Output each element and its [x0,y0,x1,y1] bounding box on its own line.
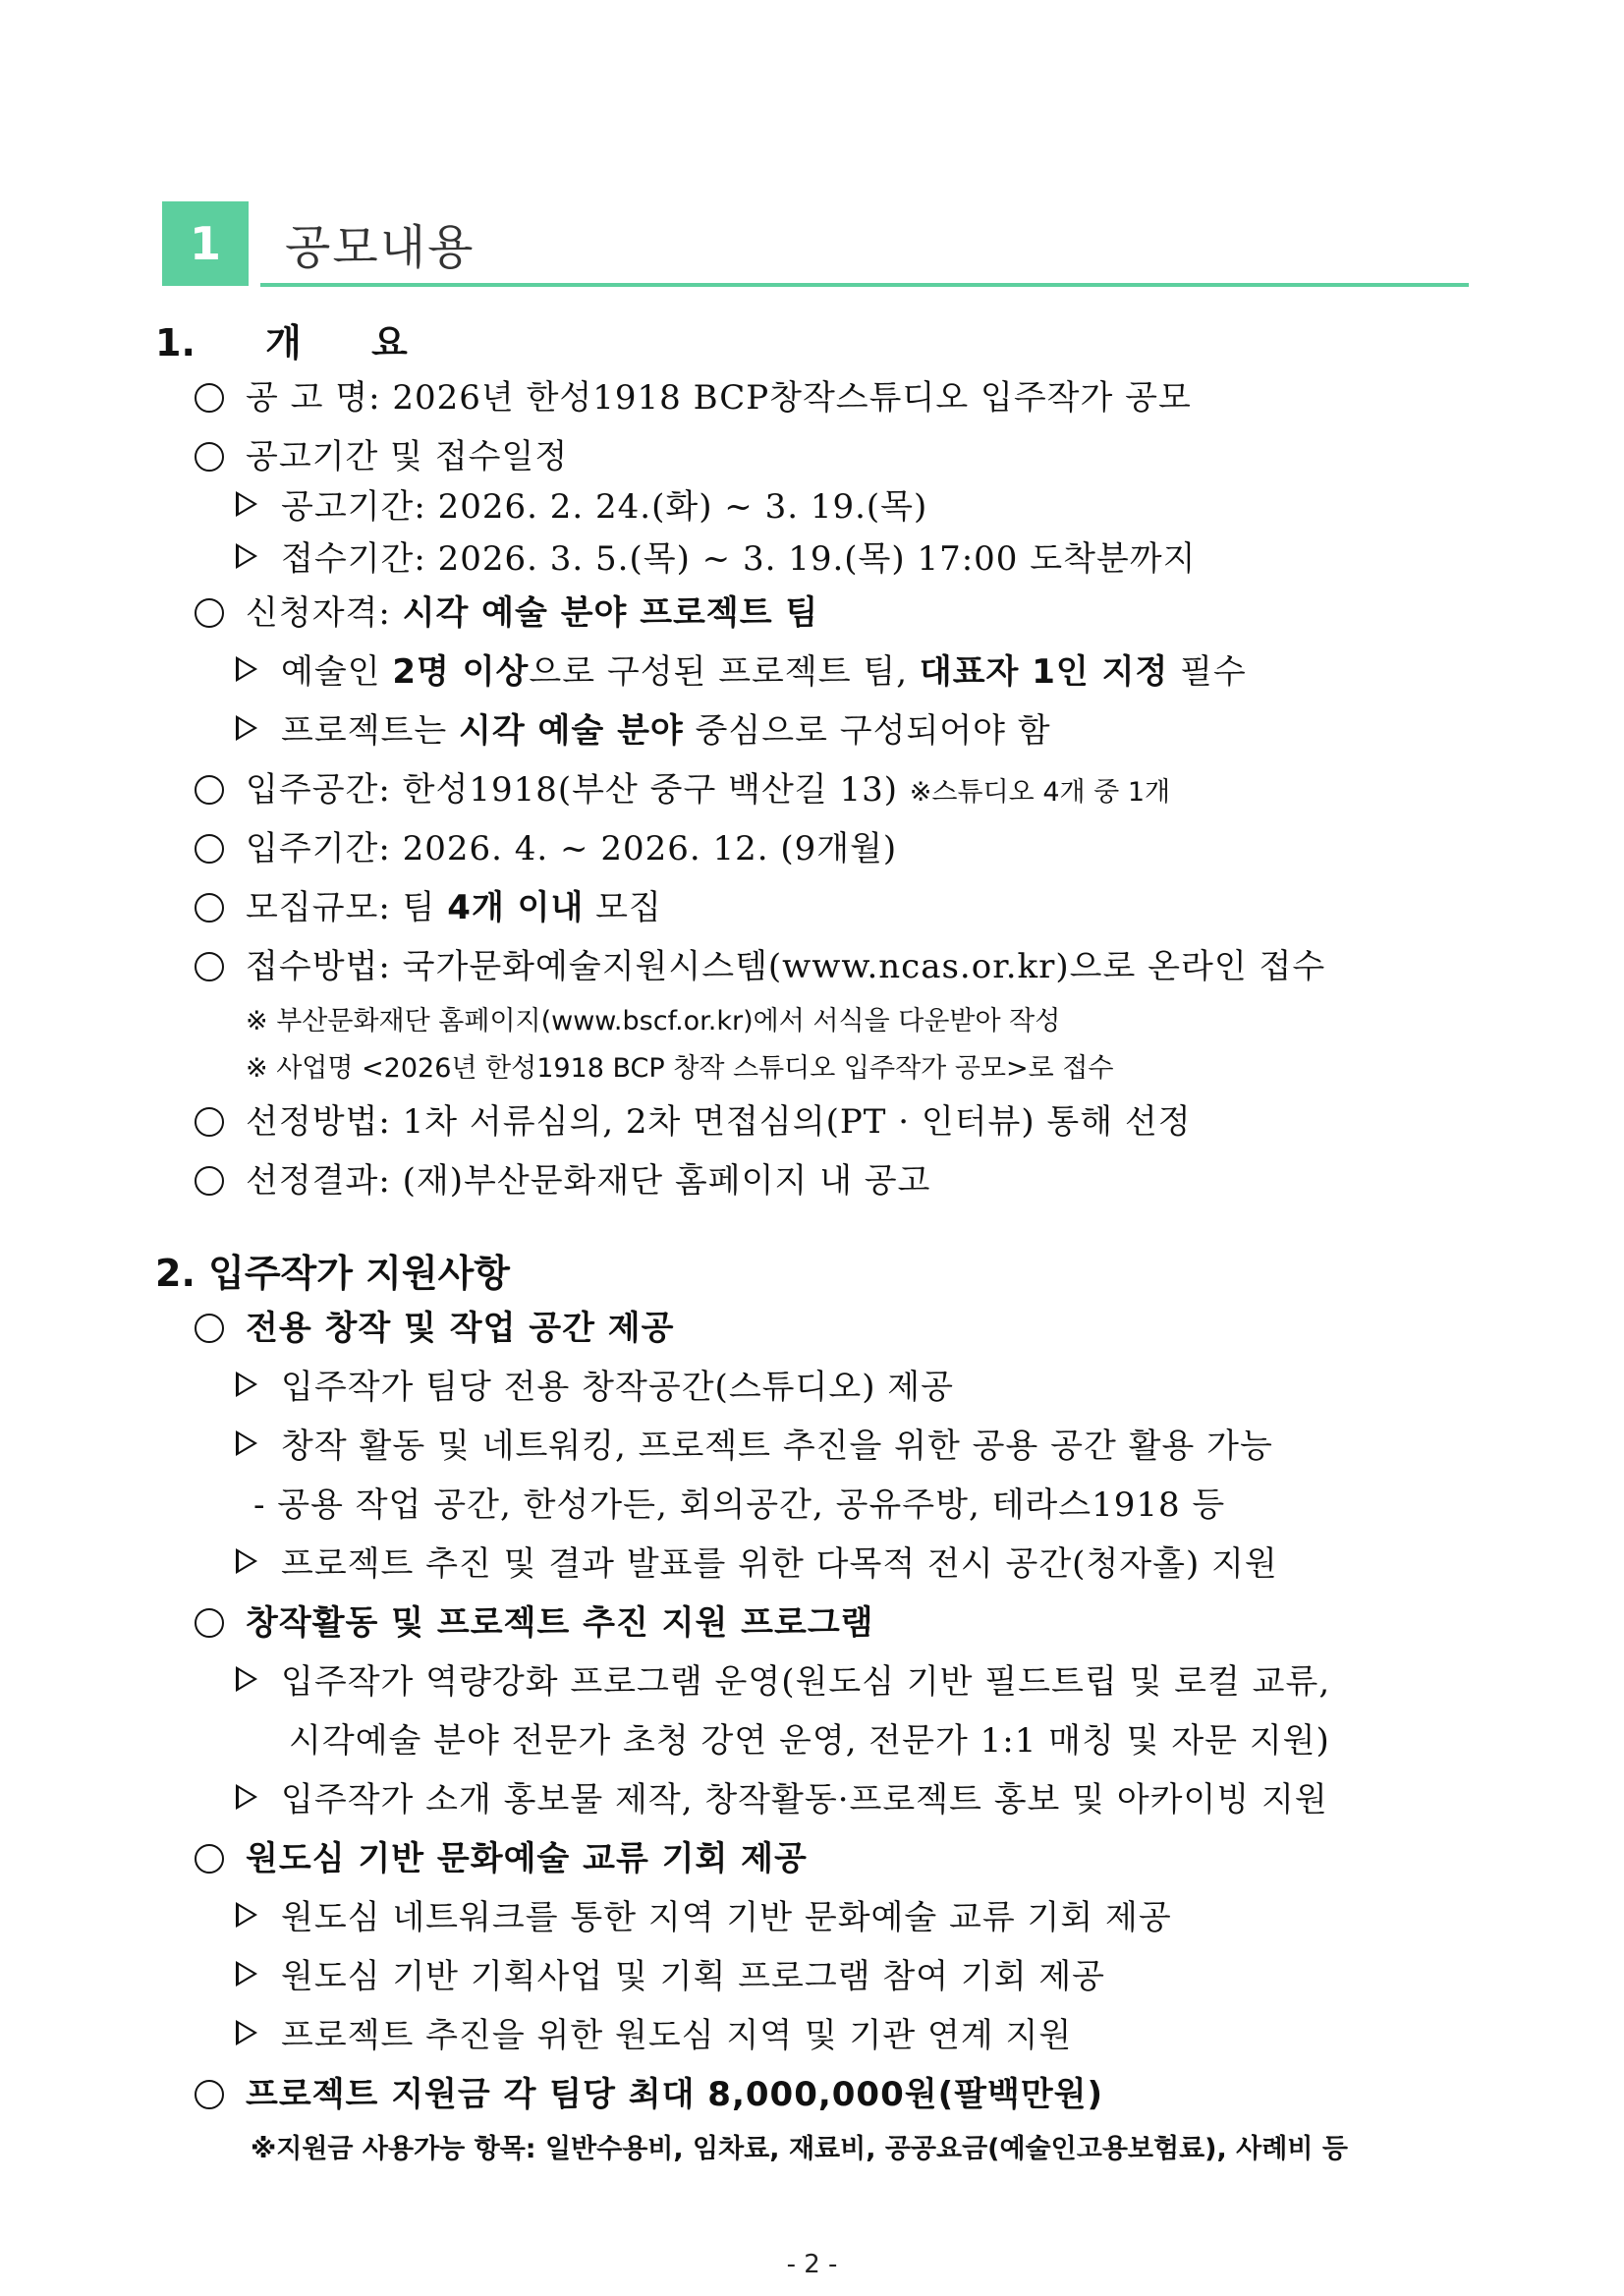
section-title: 공모내용 [285,220,476,275]
circle-bullet-icon [195,1844,224,1874]
item-schedule: 공고기간 및 접수일정 [195,435,568,478]
triangle-bullet-icon [236,1961,257,1987]
item-exchange: 원도심 기반 문화예술 교류 기회 제공 [195,1837,808,1880]
item-residence-space: 입주공간: 한성1918(부산 중구 백산길 13) ※스튜디오 4개 중 1개 [195,768,1170,814]
circle-bullet-icon [195,1314,224,1343]
triangle-bullet-icon [236,1430,257,1456]
subitem-announce-period: 공고기간: 2026. 2. 24.(화) ~ 3. 19.(목) [236,485,927,529]
note-download-form: ※ 부산문화재단 홈페이지(www.bscf.or.kr)에서 서식을 다운받아 작성 [246,1006,1061,1036]
circle-bullet-icon [195,2080,224,2109]
triangle-bullet-icon [236,2020,257,2045]
item-dedicated-space: 전용 창작 및 작업 공간 제공 [195,1307,674,1350]
section-underline [260,283,1469,287]
subitem-network-exchange: 원도심 네트워크를 통한 지역 기반 문화예술 교류 기회 제공 [236,1896,1172,1939]
section-header [162,201,1469,286]
item-announcement-name: 공 고 명: 2026년 한성1918 BCP창작스튜디오 입주작가 공모 [195,376,1192,420]
circle-bullet-icon [195,383,224,413]
section-number-badge: 1 [162,201,249,286]
item-recruitment-scale: 모집규모: 팀 4개 이내 모집 [195,886,662,929]
heading-overview: 1. 개 요 [155,321,408,364]
subitem-exhibition-space: 프로젝트 추진 및 결과 발표를 위한 다목적 전시 공간(청자홀) 지원 [236,1542,1278,1586]
item-eligibility: 신청자격: 시각 예술 분야 프로젝트 팀 [195,591,818,635]
heading-support: 2. 입주작가 지원사항 [155,1252,510,1295]
subitem-planning-program: 원도심 기반 기획사업 및 기획 프로그램 참여 기회 제공 [236,1955,1105,1998]
subitem-capacity-program: 입주작가 역량강화 프로그램 운영(원도심 기반 필드트립 및 로컬 교류, [236,1660,1330,1704]
note-fund-usage: ※지원금 사용가능 항목: 일반수용비, 임차료, 재료비, 공공요금(예술인고용보험료), 사례비 등 [251,2134,1348,2164]
triangle-bullet-icon [236,1372,257,1397]
circle-bullet-icon [195,1107,224,1137]
subitem-shared-space-detail: - 공용 작업 공간, 한성가든, 회의공간, 공유주방, 테라스1918 등 [253,1485,1226,1525]
circle-bullet-icon [195,775,224,805]
subitem-shared-space: 창작 활동 및 네트워킹, 프로젝트 추진을 위한 공용 공간 활용 가능 [236,1425,1273,1468]
circle-bullet-icon [195,1166,224,1196]
item-project-fund: 프로젝트 지원금 각 팀당 최대 8,000,000원(팔백만원) [195,2073,1103,2116]
triangle-bullet-icon [236,715,257,741]
triangle-bullet-icon [236,1666,257,1692]
triangle-bullet-icon [236,1902,257,1928]
triangle-bullet-icon [236,1548,257,1574]
subitem-team-composition: 예술인 2명 이상으로 구성된 프로젝트 팀, 대표자 1인 지정 필수 [236,650,1247,694]
item-selection-result: 선정결과: (재)부산문화재단 홈페이지 내 공고 [195,1159,930,1203]
triangle-bullet-icon [236,656,257,682]
circle-bullet-icon [195,442,224,472]
page-number: - 2 - [786,2250,838,2279]
circle-bullet-icon [195,952,224,981]
note-project-name: ※ 사업명 <2026년 한성1918 BCP 창작 스튜디오 입주작가 공모>로 접수 [246,1053,1114,1084]
circle-bullet-icon [195,893,224,923]
item-selection-method: 선정방법: 1차 서류심의, 2차 면접심의(PT · 인터뷰) 통해 선정 [195,1100,1192,1144]
circle-bullet-icon [195,834,224,864]
triangle-bullet-icon [236,1784,257,1810]
subitem-institution-link: 프로젝트 추진을 위한 원도심 지역 및 기관 연계 지원 [236,2014,1072,2057]
item-support-program: 창작활동 및 프로젝트 추진 지원 프로그램 [195,1601,874,1645]
triangle-bullet-icon [236,543,257,569]
circle-bullet-icon [195,598,224,628]
item-residence-period: 입주기간: 2026. 4. ~ 2026. 12. (9개월) [195,827,897,870]
item-application-method: 접수방법: 국가문화예술지원시스템(www.ncas.or.kr)으로 온라인 접수 [195,945,1325,988]
subitem-capacity-program-cont: 시각예술 분야 전문가 초청 강연 운영, 전문가 1:1 매칭 및 자문 지원) [289,1721,1330,1761]
triangle-bullet-icon [236,491,257,517]
subitem-studio: 입주작가 팀당 전용 창작공간(스튜디오) 제공 [236,1366,954,1409]
subitem-project-field: 프로젝트는 시각 예술 분야 중심으로 구성되어야 함 [236,709,1051,753]
subitem-receipt-period: 접수기간: 2026. 3. 5.(목) ~ 3. 19.(목) 17:00 도착분까지 [236,537,1196,581]
circle-bullet-icon [195,1608,224,1638]
subitem-promotion: 입주작가 소개 홍보물 제작, 창작활동·프로젝트 홍보 및 아카이빙 지원 [236,1778,1328,1821]
